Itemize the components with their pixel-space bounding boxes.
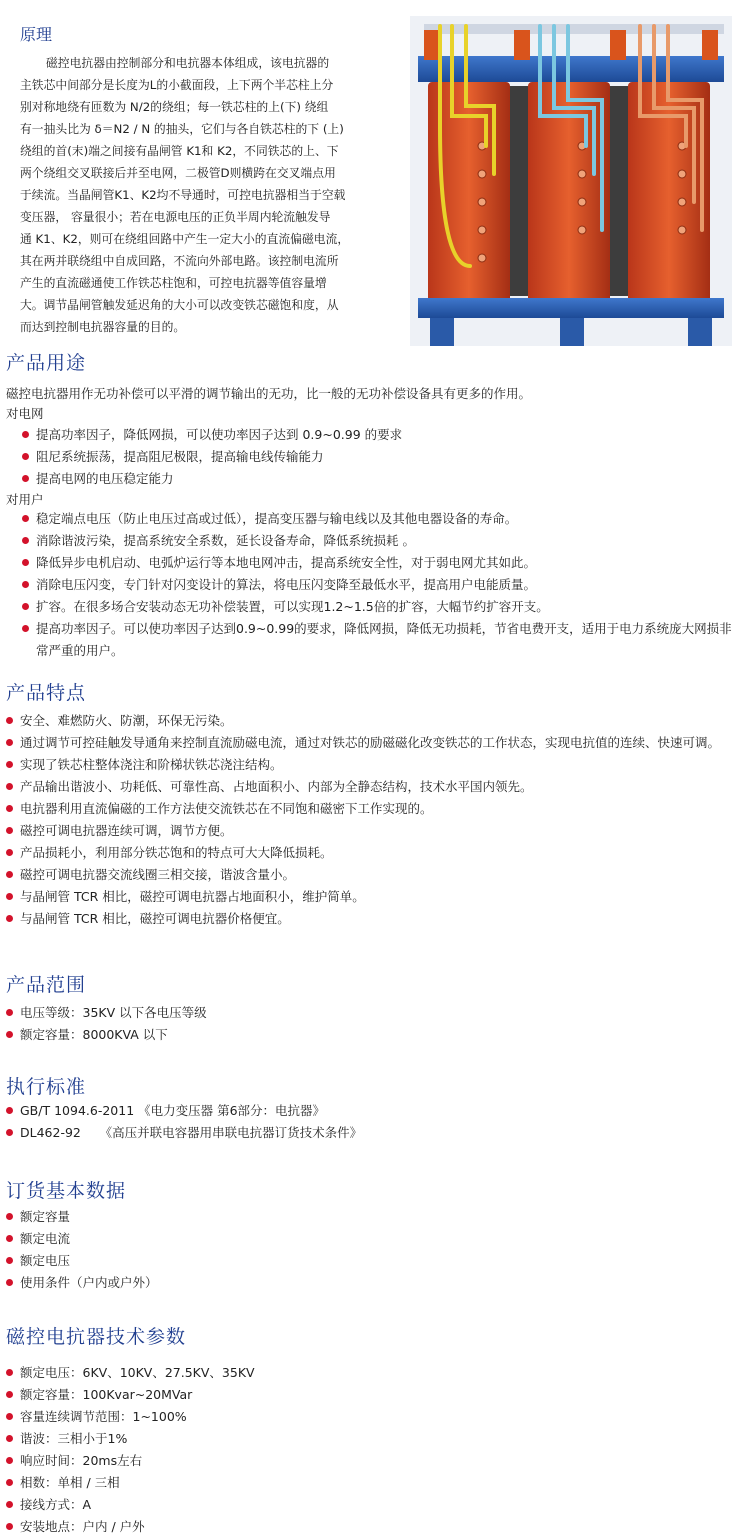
list-item: [22, 508, 736, 530]
list-item-text: 相数：单相 / 三相: [20, 1475, 120, 1490]
list-item-text: 额定容量：100Kvar~20MVar: [20, 1387, 193, 1402]
bullet-dot-icon: [6, 1501, 13, 1508]
list-item: [22, 468, 732, 490]
standards-list: [6, 1100, 706, 1144]
list-item: [22, 574, 736, 596]
list-item-text: 消除谐波污染，提高系统安全系数，延长设备寿命，降低系统损耗 。: [36, 533, 415, 548]
principle-line: 主铁芯中间部分是长度为L的小截面段，上下两个半芯柱上分: [20, 78, 334, 92]
range-heading: 产品范围: [6, 974, 87, 996]
list-item: [6, 1024, 706, 1046]
list-item-text: 实现了铁芯柱整体浇注和阶梯状铁芯浇注结构。: [20, 757, 283, 772]
list-item: [6, 1516, 706, 1538]
list-item-text: 提高电网的电压稳定能力: [36, 471, 174, 486]
list-item-text: 扩容。在很多场合安装动态无功补偿装置，可以实现1.2~1.5倍的扩容，大幅节约扩容开支。: [36, 599, 549, 614]
list-item-text: 磁控可调电抗器交流线圈三相交接，谐波含量小。: [20, 867, 296, 882]
grid-label: 对电网: [6, 406, 44, 421]
list-item-text: 电压等级：35KV 以下各电压等级: [20, 1005, 207, 1020]
principle-line: 有一抽头比为 δ＝N2 / N 的抽头，它们与各自铁芯柱的下 (上): [20, 122, 344, 136]
list-item: [6, 1002, 706, 1024]
bullet-dot-icon: [6, 1235, 13, 1242]
bullet-dot-icon: [6, 1031, 13, 1038]
bullet-dot-icon: [6, 849, 13, 856]
list-item-text: 产品损耗小，利用部分铁芯饱和的特点可大大降低损耗。: [20, 845, 333, 860]
list-item-text: DL462-92 《高压并联电容器用串联电抗器订货技术条件》: [20, 1125, 363, 1140]
list-item-text: 与晶闸管 TCR 相比，磁控可调电抗器占地面积小，维护简单。: [20, 889, 365, 904]
list-item-text: 使用条件（户内或户外）: [20, 1275, 158, 1290]
list-item-text: 阻尼系统振荡，提高阻尼极限，提高输电线传输能力: [36, 449, 324, 464]
list-item: [6, 908, 736, 930]
principle-line: 通 K1、K2，则可在绕组回路中产生一定大小的直流偏磁电流，: [20, 232, 350, 246]
list-item: [6, 710, 736, 732]
user-label: 对用户: [6, 492, 44, 507]
list-item-text: 通过调节可控硅触发导通角来控制直流励磁电流，通过对铁芯的励磁磁化改变铁芯的工作状态，实现电抗值的连续、快速可调。: [20, 735, 721, 750]
principle-line: 两个绕组交叉联接后并至电网，二极管D则横跨在交叉端点用: [20, 166, 336, 180]
bullet-dot-icon: [6, 915, 13, 922]
list-item-text: 接线方式：A: [20, 1497, 92, 1512]
principle-line: 别对称地绕有匝数为 N/2的绕组；每一铁芯柱的上(下) 绕组: [20, 100, 329, 114]
list-item-text: 额定电压: [20, 1253, 71, 1268]
list-item: [22, 552, 736, 574]
bullet-dot-icon: [6, 1435, 13, 1442]
list-item: [6, 1122, 706, 1144]
list-item: [6, 798, 736, 820]
list-item: [6, 1472, 706, 1494]
list-item-text: 谐波：三相小于1%: [20, 1431, 128, 1446]
bullet-dot-icon: [22, 431, 29, 438]
features-list: [6, 710, 736, 930]
bullet-dot-icon: [6, 1523, 13, 1530]
list-item: [6, 820, 736, 842]
principle-line: 于续流。当晶闸管K1、K2均不导通时，可控电抗器相当于空载: [20, 188, 346, 202]
list-item-text: 提高功率因子，降低网损，可以使功率因子达到 0.9~0.99 的要求: [36, 427, 403, 442]
list-item-text: GB/T 1094.6-2011 《电力变压器 第6部分：电抗器》: [20, 1103, 326, 1118]
list-item-text: 容量连续调节范围：1~100%: [20, 1409, 187, 1424]
list-item: [6, 754, 736, 776]
list-item-text: 安全、难燃防火、防潮，环保无污染。: [20, 713, 233, 728]
list-item: [6, 1272, 706, 1294]
list-item: [22, 446, 732, 468]
bullet-dot-icon: [22, 603, 29, 610]
list-item-text: 额定容量：8000KVA 以下: [20, 1027, 168, 1042]
principle-line: 变压器， 容量很小；若在电源电压的正负半周内轮流触发导: [20, 210, 331, 224]
bullet-dot-icon: [6, 1129, 13, 1136]
list-item: [22, 424, 732, 446]
principle-line: 而达到控制电抗器容量的目的。: [20, 320, 186, 334]
principle-line: 磁控电抗器由控制部分和电抗器本体组成，该电抗器的: [46, 56, 330, 70]
list-item-text: 响应时间：20ms左右: [20, 1453, 143, 1468]
list-item: [6, 886, 736, 908]
list-item: [6, 1494, 706, 1516]
bullet-dot-icon: [6, 1009, 13, 1016]
bullet-dot-icon: [6, 1107, 13, 1114]
bullet-dot-icon: [6, 739, 13, 746]
list-item: [6, 1250, 706, 1272]
bullet-dot-icon: [22, 559, 29, 566]
bullet-dot-icon: [6, 1279, 13, 1286]
bullet-dot-icon: [6, 1413, 13, 1420]
list-item-text: 安装地点：户内 / 户外: [20, 1519, 145, 1534]
bullet-dot-icon: [6, 1213, 13, 1220]
list-item: [6, 1450, 706, 1472]
bullet-dot-icon: [22, 453, 29, 460]
reactor-photo: [410, 16, 732, 346]
usage-intro: 磁控电抗器用作无功补偿可以平滑的调节输出的无功，比一般的无功补偿设备具有更多的作用。: [6, 386, 532, 401]
bullet-dot-icon: [6, 1257, 13, 1264]
list-item: [6, 864, 736, 886]
list-item: [6, 1362, 706, 1384]
list-item: [6, 1406, 706, 1428]
standards-heading: 执行标准: [6, 1076, 87, 1098]
list-item-text: 与晶闸管 TCR 相比，磁控可调电抗器价格便宜。: [20, 911, 290, 926]
list-item-text: 额定容量: [20, 1209, 71, 1224]
params-heading: 磁控电抗器技术参数: [6, 1326, 187, 1348]
bullet-dot-icon: [6, 1479, 13, 1486]
list-item-text: 电抗器利用直流偏磁的工作方法使交流铁芯在不同饱和磁密下工作实现的。: [20, 801, 433, 816]
list-item-text: 额定电流: [20, 1231, 71, 1246]
principle-heading: 原理: [20, 25, 53, 44]
bullet-dot-icon: [6, 827, 13, 834]
params-list: [6, 1362, 706, 1538]
list-item-text: 提高功率因子。可以使功率因子达到0.9~0.99的要求，降低网损，降低无功损耗，节省电费开支，适用于电力系统庞大网损非常严重的用户。: [36, 621, 732, 658]
range-list: [6, 1002, 706, 1046]
principle-line: 其在两并联绕组中自成回路，不流向外部电路。该控制电流所: [20, 254, 339, 268]
list-item-text: 额定电压：6KV、10KV、27.5KV、35KV: [20, 1365, 255, 1380]
reactor-illustration: [410, 16, 732, 346]
usage-heading: 产品用途: [6, 352, 87, 374]
list-item-text: 磁控可调电抗器连续可调，调节方便。: [20, 823, 233, 838]
list-item: [22, 530, 736, 552]
bullet-dot-icon: [6, 893, 13, 900]
list-item: [22, 618, 736, 662]
list-item: [6, 1228, 706, 1250]
list-item: [6, 842, 736, 864]
principle-line: 绕组的首(末)端之间接有晶闸管 K1和 K2，不同铁芯的上、下: [20, 144, 339, 158]
list-item: [6, 1428, 706, 1450]
bullet-dot-icon: [6, 761, 13, 768]
list-item: [6, 776, 736, 798]
list-item-text: 产品输出谐波小、功耗低、可靠性高、占地面积小、内部为全静态结构，技术水平国内领先。: [20, 779, 533, 794]
user-benefit-list: [22, 508, 736, 662]
principle-line: 产生的直流磁通使工作铁芯柱饱和，可控电抗器等值容量增: [20, 276, 327, 290]
bullet-dot-icon: [22, 475, 29, 482]
list-item: [6, 1206, 706, 1228]
bullet-dot-icon: [22, 515, 29, 522]
bullet-dot-icon: [22, 581, 29, 588]
bullet-dot-icon: [6, 1369, 13, 1376]
list-item-text: 降低异步电机启动、电弧炉运行等本地电网冲击，提高系统安全性，对于弱电网尤其如此。: [36, 555, 537, 570]
order-list: [6, 1206, 706, 1294]
bullet-dot-icon: [6, 783, 13, 790]
list-item: [6, 732, 736, 754]
bullet-dot-icon: [6, 1457, 13, 1464]
list-item: [22, 596, 736, 618]
bullet-dot-icon: [6, 717, 13, 724]
principle-text: [20, 52, 405, 338]
list-item-text: 消除电压闪变，专门针对闪变设计的算法，将电压闪变降至最低水平，提高用户电能质量。: [36, 577, 537, 592]
order-heading: 订货基本数据: [6, 1180, 127, 1202]
bullet-dot-icon: [6, 1391, 13, 1398]
bullet-dot-icon: [22, 625, 29, 632]
list-item: [6, 1100, 706, 1122]
bullet-dot-icon: [6, 871, 13, 878]
features-heading: 产品特点: [6, 682, 87, 704]
bullet-dot-icon: [22, 537, 29, 544]
list-item-text: 稳定端点电压（防止电压过高或过低），提高变压器与输电线以及其他电器设备的寿命。: [36, 511, 518, 526]
grid-benefit-list: [22, 424, 732, 490]
principle-line: 大。调节晶闸管触发延迟角的大小可以改变铁芯磁饱和度，从: [20, 298, 339, 312]
bullet-dot-icon: [6, 805, 13, 812]
list-item: [6, 1384, 706, 1406]
